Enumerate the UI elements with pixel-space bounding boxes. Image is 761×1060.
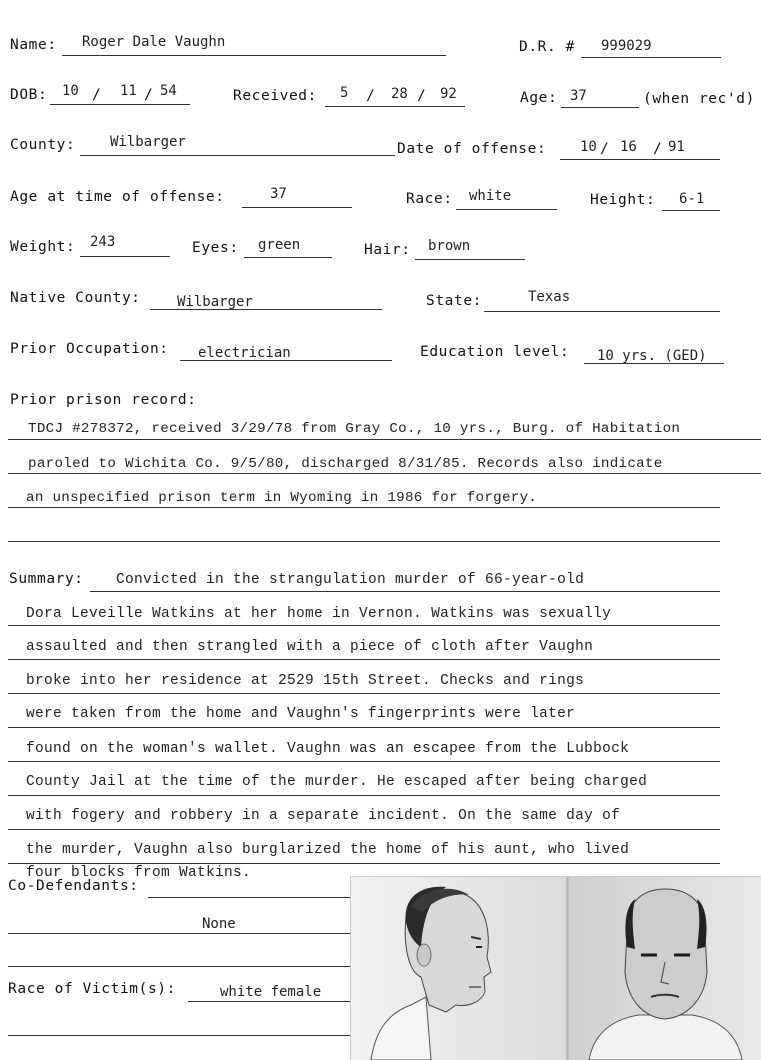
offense-slash-2: / (653, 141, 663, 157)
mugshot-photo (350, 876, 761, 1060)
summary-line-5: were taken from the home and Vaughn's fingerprints were later (26, 706, 576, 722)
race-value: white (469, 188, 512, 204)
weight-value: 243 (90, 234, 116, 250)
summary-rule-5 (8, 727, 720, 728)
age-at-offense-value: 37 (270, 186, 287, 202)
prior-record-line-2: paroled to Wichita Co. 9/5/80, discharged 8/31/85. Records also indicate (28, 456, 663, 472)
summary-rule-1 (90, 591, 720, 592)
codefendants-label: Co-Defendants: (8, 878, 139, 894)
race-of-victim-rule-2 (8, 1035, 350, 1036)
summary-line-2: Dora Leveille Watkins at her home in Vernon. Watkins was sexually (26, 606, 612, 622)
dr-label: D.R. # (519, 39, 575, 55)
race-of-victim-label: Race of Victim(s): (8, 981, 176, 997)
received-underline (325, 106, 465, 107)
hair-label: Hair: (364, 242, 411, 258)
name-underline (62, 55, 446, 56)
dr-value: 999029 (601, 38, 652, 54)
summary-rule-9 (8, 863, 720, 864)
weight-label: Weight: (10, 239, 76, 255)
summary-line-4: broke into her residence at 2529 15th Street. Checks and rings (26, 673, 585, 689)
weight-underline (80, 256, 170, 257)
education-underline (584, 363, 724, 364)
native-county-underline (150, 309, 382, 310)
eyes-value: green (258, 237, 301, 253)
dob-underline (50, 104, 190, 105)
received-day: 28 (391, 86, 408, 102)
education-label: Education level: (420, 344, 570, 360)
offense-slash-1: / (600, 141, 610, 157)
hair-value: brown (428, 238, 471, 254)
offense-month: 10 (580, 139, 597, 155)
prior-record-rule-3 (8, 507, 720, 508)
state-underline (484, 311, 720, 312)
race-label: Race: (406, 191, 453, 207)
summary-line-3: assaulted and then strangled with a piece of cloth after Vaughn (26, 639, 594, 655)
race-of-victim-value: white female (220, 984, 322, 1000)
received-month: 5 (340, 85, 349, 101)
eyes-underline (244, 257, 332, 258)
codefendants-value: None (202, 916, 236, 932)
prior-record-line-3: an unspecified prison term in Wyoming in 1986 for forgery. (26, 490, 538, 506)
dob-label: DOB: (10, 87, 48, 103)
summary-rule-3 (8, 659, 720, 660)
front-portrait (569, 877, 761, 1060)
summary-line-1: Convicted in the strangulation murder of 66-year-old (116, 572, 585, 588)
prior-record-rule-2 (8, 473, 761, 474)
date-of-offense-label: Date of offense: (397, 141, 547, 157)
dob-month: 10 (62, 83, 79, 99)
prior-record-label: Prior prison record: (10, 392, 197, 408)
native-county-label: Native County: (10, 290, 141, 306)
prior-occupation-underline (180, 360, 392, 361)
summary-rule-8 (8, 829, 720, 830)
received-slash-1: / (366, 88, 376, 104)
name-value: Roger Dale Vaughn (82, 34, 226, 50)
height-underline (662, 210, 720, 211)
dob-slash-2: / (144, 87, 154, 103)
summary-rule-6 (8, 761, 720, 762)
age-at-offense-label: Age at time of offense: (10, 189, 225, 205)
eyes-label: Eyes: (192, 240, 239, 256)
codefendants-rule-2 (8, 933, 350, 934)
summary-rule-2 (8, 625, 720, 626)
summary-label: Summary: (9, 571, 84, 587)
codefendants-rule-1 (148, 897, 350, 898)
dr-underline (581, 57, 721, 58)
education-value: 10 yrs. (GED) (597, 348, 707, 364)
hair-underline (415, 259, 525, 260)
prior-occupation-label: Prior Occupation: (10, 341, 169, 357)
profile-portrait (351, 877, 566, 1060)
offense-day: 16 (620, 139, 637, 155)
prior-occupation-value: electrician (198, 345, 291, 361)
summary-line-8: with fogery and robbery in a separate incident. On the same day of (26, 808, 621, 824)
summary-line-10: four blocks from Watkins. (26, 865, 252, 881)
codefendants-rule-3 (8, 966, 350, 967)
summary-rule-7 (8, 795, 720, 796)
dob-day: 11 (120, 83, 137, 99)
name-label: Name: (10, 37, 57, 53)
height-label: Height: (590, 192, 656, 208)
native-county-value: Wilbarger (177, 294, 253, 310)
age-underline (561, 107, 639, 108)
received-label: Received: (233, 88, 317, 104)
offense-year: 91 (668, 139, 685, 155)
summary-line-7: County Jail at the time of the murder. He escaped after being charged (26, 774, 648, 790)
summary-line-6: found on the woman's wallet. Vaughn was an escapee from the Lubbock (26, 741, 630, 757)
prior-record-rule-4 (8, 541, 720, 542)
state-label: State: (426, 293, 482, 309)
mugshot-front-panel (569, 877, 761, 1060)
prior-record-line-1: TDCJ #278372, received 3/29/78 from Gray Co., 10 yrs., Burg. of Habitation (28, 421, 681, 437)
age-label: Age: (520, 90, 558, 106)
state-value: Texas (528, 289, 571, 305)
race-underline (456, 209, 557, 210)
dob-year: 54 (160, 83, 177, 99)
height-value: 6-1 (679, 191, 705, 207)
summary-line-9: the murder, Vaughn also burglarized the home of his aunt, who lived (26, 842, 630, 858)
received-year: 92 (440, 86, 457, 102)
prior-record-rule-1 (8, 439, 761, 440)
age-note: (when rec'd) (643, 91, 755, 107)
dob-slash-1: / (92, 87, 102, 103)
received-slash-2: / (417, 88, 427, 104)
county-value: Wilbarger (110, 134, 186, 150)
age-at-offense-underline (242, 207, 352, 208)
county-label: County: (10, 137, 76, 153)
race-of-victim-underline (188, 1001, 350, 1002)
age-value: 37 (570, 88, 587, 104)
mugshot-profile-panel (351, 877, 566, 1060)
offense-underline (560, 159, 720, 160)
county-underline (80, 155, 395, 156)
summary-rule-4 (8, 693, 720, 694)
